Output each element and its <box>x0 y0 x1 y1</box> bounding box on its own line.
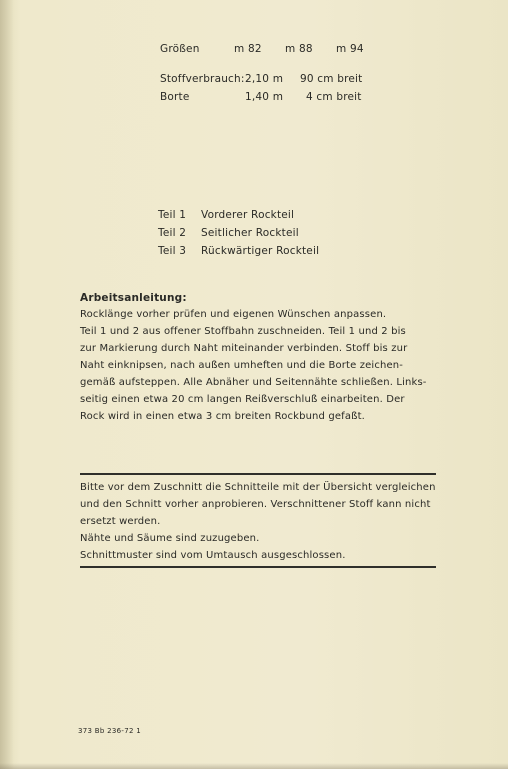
instructions-heading: Arbeitsanleitung: <box>80 292 187 304</box>
part-2-name: Seitlicher Rockteil <box>201 227 299 239</box>
borte-width: 4 cm breit <box>306 91 362 103</box>
paper-edge-shadow <box>0 0 14 769</box>
sizes-label: Größen <box>160 43 200 55</box>
notice-line: Bitte vor dem Zuschnitt die Schnitteile mit der Übersicht vergleichen <box>80 482 436 493</box>
notice-line: Schnittmuster sind vom Umtausch ausgeschlossen. <box>80 550 346 561</box>
notice-bottom-rule <box>80 566 436 568</box>
instruction-line: Rocklänge vorher prüfen und eigenen Wünschen anpassen. <box>80 309 387 320</box>
size-m82: m 82 <box>234 43 262 55</box>
instruction-line: gemäß aufsteppen. Alle Abnäher und Seitennähte schließen. Links- <box>80 377 427 388</box>
instruction-line: Naht einknipsen, nach außen umheften und die Borte zeichen- <box>80 360 404 371</box>
instruction-line: Teil 1 und 2 aus offener Stoffbahn zuschneiden. Teil 1 und 2 bis <box>80 326 406 337</box>
notice-line: und den Schnitt vorher anprobieren. Verschnittener Stoff kann nicht <box>80 499 431 510</box>
instruction-line: zur Markierung durch Naht miteinander verbinden. Stoff bis zur <box>80 343 408 354</box>
paper-bottom-edge <box>0 763 508 769</box>
borte-label: Borte <box>160 91 190 103</box>
part-2-number: Teil 2 <box>158 227 187 239</box>
notice-line: ersetzt werden. <box>80 516 161 527</box>
part-3-number: Teil 3 <box>158 245 187 257</box>
size-m94: m 94 <box>336 43 364 55</box>
part-1-name: Vorderer Rockteil <box>201 209 295 221</box>
borte-amount: 1,40 m <box>245 91 284 103</box>
size-m88: m 88 <box>285 43 313 55</box>
instruction-line: seitig einen etwa 20 cm langen Reißverschluß einarbeiten. Der <box>80 394 405 405</box>
notice-top-rule <box>80 473 436 475</box>
part-1-number: Teil 1 <box>158 209 187 221</box>
print-code: 373 Bb 236-72 1 <box>78 727 142 735</box>
notice-line: Nähte und Säume sind zuzugeben. <box>80 533 260 544</box>
stoff-label: Stoffverbrauch: <box>160 73 245 85</box>
part-3-name: Rückwärtiger Rockteil <box>201 245 320 257</box>
stoff-amount: 2,10 m <box>245 73 284 85</box>
instruction-line: Rock wird in einen etwa 3 cm breiten Rockbund gefaßt. <box>80 411 365 422</box>
stoff-width: 90 cm breit <box>300 73 363 85</box>
